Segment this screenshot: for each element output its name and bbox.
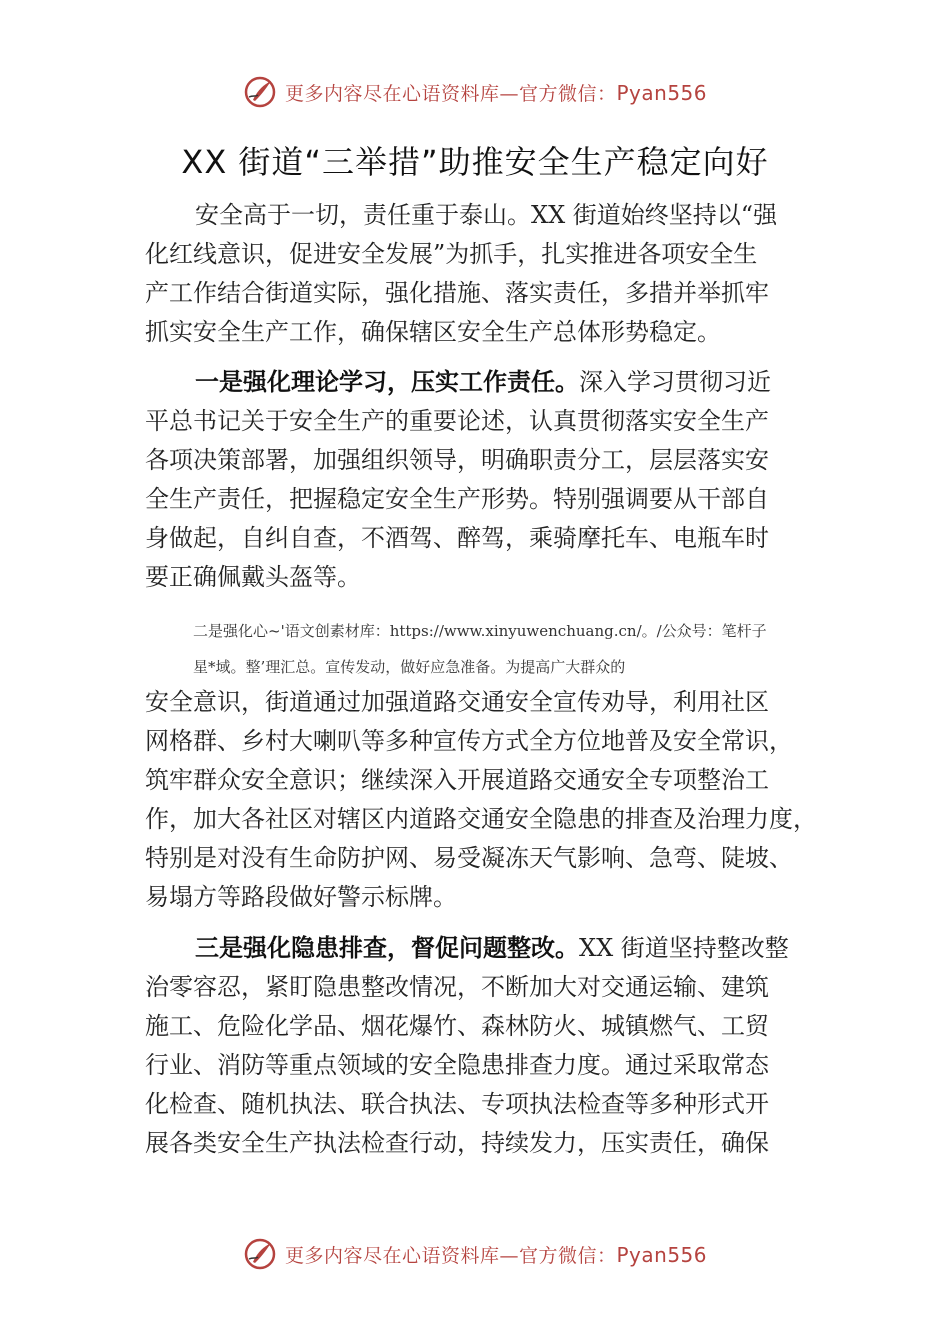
text-line: 网格群、乡村大喇叭等多种宣传方式全方位地普及安全常识， bbox=[145, 727, 793, 755]
text-line: 治零容忍，紧盯隐患整改情况，不断加大对交通运输、建筑 bbox=[145, 973, 769, 1001]
footer-banner bbox=[0, 1232, 950, 1276]
text-line: 身做起，自纠自查，不酒驾、醉驾，乘骑摩托车、电瓶车时 bbox=[145, 524, 769, 552]
text-line: 作，加大各社区对辖区内道路交通安全隐患的排查及治理力度， bbox=[145, 805, 817, 833]
text-line: 各项决策部署，加强组织领导，明确职责分工，层层落实安 bbox=[145, 446, 769, 474]
section-3-paragraph bbox=[145, 929, 840, 1163]
text-line: 行业、消防等重点领域的安全隐患排查力度。通过采取常态 bbox=[145, 1051, 769, 1079]
text-line: 一是强化理论学习，压实工作责任。深入学习贯彻习近 bbox=[195, 368, 771, 396]
pen-logo-icon bbox=[243, 75, 277, 109]
banner-text: 更多内容尽在心语资料库—官方微信：Pyan556 bbox=[284, 80, 708, 105]
text-line: 要正确佩戴头盔等。 bbox=[145, 563, 361, 591]
text-line: 化红线意识，促进安全发展”为抓手，扎实推进各项安全生 bbox=[145, 240, 758, 268]
text-line: 全生产责任，把握稳定安全生产形势。特别强调要从干部自 bbox=[145, 485, 769, 513]
pen-logo-icon bbox=[243, 1237, 277, 1271]
text-line: 安全高于一切，责任重于泰山。XX 街道始终坚持以“强 bbox=[195, 201, 778, 229]
text-line: 展各类安全生产执法检查行动，持续发力，压实责任，确保 bbox=[145, 1129, 769, 1157]
text-line: 特别是对没有生命防护网、易受凝冻天气影响、急弯、陡坡、 bbox=[145, 844, 793, 872]
text-line: 安全意识，街道通过加强道路交通安全宣传劝导，利用社区 bbox=[145, 688, 769, 716]
intro-paragraph bbox=[145, 196, 840, 352]
text-line: 产工作结合街道实际，强化措施、落实责任，多措并举抓牢 bbox=[145, 279, 769, 307]
text-line: 易塌方等路段做好警示标牌。 bbox=[145, 883, 457, 911]
watermark-line: 星*域。整’理汇总。宣传发动，做好应急准备。为提高广大群众的 bbox=[193, 658, 626, 676]
page-title: XX 街道“三举措”助推安全生产稳定向好 bbox=[181, 143, 769, 181]
section-3-heading: 三是强化隐患排查，督促问题整改。 bbox=[195, 934, 579, 962]
banner-text: 更多内容尽在心语资料库—官方微信：Pyan556 bbox=[284, 1242, 708, 1267]
text-line: 筑牢群众安全意识；继续深入开展道路交通安全专项整治工 bbox=[145, 766, 769, 794]
header-banner bbox=[0, 70, 950, 114]
text-line: 抓实安全生产工作，确保辖区安全生产总体形势稳定。 bbox=[145, 318, 721, 346]
text-line: 三是强化隐患排查，督促问题整改。XX 街道坚持整改整 bbox=[195, 934, 789, 962]
section-1-heading: 一是强化理论学习，压实工作责任。 bbox=[195, 368, 579, 396]
text-line: 施工、危险化学品、烟花爆竹、森林防火、城镇燃气、工贸 bbox=[145, 1012, 769, 1040]
text-line: 化检查、随机执法、联合执法、专项执法检查等多种形式开 bbox=[145, 1090, 769, 1118]
watermark-line: 二是强化心~'语文创素材库：https://www.xinyuwenchuang.cn/。/公众号：笔杆子 bbox=[193, 622, 767, 640]
text-line: 平总书记关于安全生产的重要论述，认真贯彻落实安全生产 bbox=[145, 407, 769, 435]
section-2-paragraph bbox=[145, 683, 840, 917]
section-1-paragraph bbox=[145, 363, 840, 597]
